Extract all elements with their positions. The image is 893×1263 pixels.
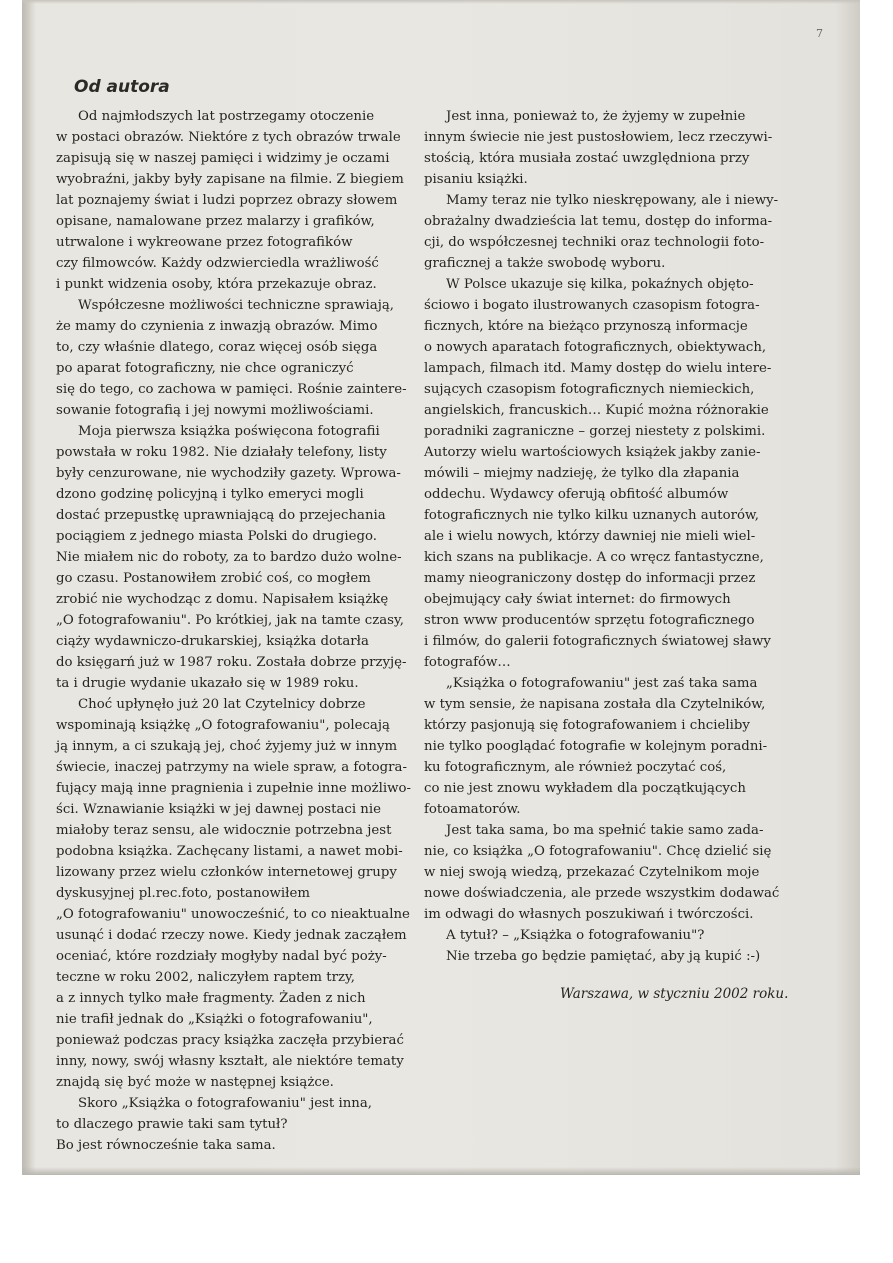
- text-line: sowanie fotografią i jej nowymi możliwościami.: [56, 403, 374, 418]
- text-line: ta i drugie wydanie ukazało się w 1989 roku.: [56, 676, 359, 691]
- text-line: lampach, filmach itd. Mamy dostęp do wielu intere-: [424, 361, 772, 376]
- text-line: kich szans na publikacje. A co wręcz fantastyczne,: [424, 550, 764, 565]
- text-line: cji, do współczesnej techniki oraz technologii foto-: [424, 235, 765, 250]
- text-line: poradniki zagraniczne – gorzej niestety z polskimi.: [424, 424, 766, 439]
- text-line: mamy nieograniczony dostęp do informacji przez: [424, 571, 756, 586]
- text-line: w niej swoją wiedzą, przekazać Czytelnikom moje: [424, 865, 760, 880]
- text-line: go czasu. Postanowiłem zrobić coś, co mogłem: [56, 571, 371, 586]
- text-line: opisane, namalowane przez malarzy i grafików,: [56, 214, 375, 229]
- text-line: „O fotografowaniu". Po krótkiej, jak na tamte czasy,: [56, 613, 404, 628]
- text-line: wyobraźni, jakby były zapisane na filmie. Z biegiem: [56, 172, 404, 187]
- text-line: ale i wielu nowych, którzy dawniej nie mieli wiel-: [424, 529, 756, 544]
- text-line: ponieważ podczas pracy książka zaczęła przybierać: [56, 1033, 404, 1048]
- text-line: dostać przepustkę uprawniającą do przejechania: [56, 508, 386, 523]
- text-line: obejmujący cały świat internet: do firmowych: [424, 592, 731, 607]
- text-line: Choć upłynęło już 20 lat Czytelnicy dobrze: [78, 697, 366, 712]
- text-line: „O fotografowaniu" unowocześnić, to co nieaktualne: [56, 907, 410, 922]
- page-shadow-bottom: [22, 1167, 860, 1175]
- text-line: graficznej a także swobodę wyboru.: [424, 256, 666, 271]
- text-line: którzy pasjonują się fotografowaniem i chcieliby: [424, 718, 750, 733]
- text-line: ją innym, a ci szukają jej, choć żyjemy już w innym: [56, 739, 398, 754]
- page-title: Od autora: [74, 77, 170, 97]
- text-line: nie trafił jednak do „Książki o fotografowaniu",: [56, 1012, 373, 1027]
- text-line: nowe doświadczenia, ale przede wszystkim dodawać: [424, 886, 780, 901]
- text-line: Moja pierwsza książka poświęcona fotografii: [78, 424, 380, 439]
- page-shadow-left: [22, 0, 36, 1175]
- text-line: że mamy do czynienia z inwazją obrazów. Mimo: [56, 319, 378, 334]
- text-line: Autorzy wielu wartościowych książek jakby zanie-: [424, 445, 761, 460]
- signature-place-date: Warszawa, w styczniu 2002 roku.: [560, 986, 789, 1002]
- text-line: Skoro „Książka o fotografowaniu" jest inna,: [78, 1096, 372, 1111]
- text-line: powstała w roku 1982. Nie działały telefony, listy: [56, 445, 387, 460]
- text-line: ści. Wznawianie książki w jej dawnej postaci nie: [56, 802, 381, 817]
- text-line: fotografów…: [424, 655, 511, 670]
- page-shadow-top: [22, 0, 860, 4]
- text-line: ficznych, które na bieżąco przynoszą informacje: [424, 319, 748, 334]
- text-line: mówili – miejmy nadzieję, że tylko dla złapania: [424, 466, 740, 481]
- text-line: lat poznajemy świat i ludzi poprzez obrazy słowem: [56, 193, 398, 208]
- text-line: znajdą się być może w następnej książce.: [56, 1075, 334, 1090]
- text-line: dyskusyjnej pl.rec.foto, postanowiłem: [56, 886, 310, 901]
- text-line: co nie jest znowu wykładem dla początkujących: [424, 781, 746, 796]
- text-line: nie tylko pooglądać fotografie w kolejnym poradni-: [424, 739, 768, 754]
- text-line: podobna książka. Zachęcany listami, a nawet mobi-: [56, 844, 403, 859]
- text-line: oddechu. Wydawcy oferują obfitość albumów: [424, 487, 729, 502]
- text-line: Współczesne możliwości techniczne sprawiają,: [78, 298, 394, 313]
- text-line: a z innych tylko małe fragmenty. Żaden z nich: [56, 991, 366, 1006]
- text-line: Mamy teraz nie tylko nieskrępowany, ale i niewy-: [446, 193, 779, 208]
- text-line: Od najmłodszych lat postrzegamy otoczenie: [78, 109, 375, 124]
- text-line: utrwalone i wykreowane przez fotografików: [56, 235, 353, 250]
- text-line: zrobić nie wychodząc z domu. Napisałem książkę: [56, 592, 389, 607]
- text-line: o nowych aparatach fotograficznych, obiektywach,: [424, 340, 767, 355]
- text-line: Jest inna, ponieważ to, że żyjemy w zupełnie: [446, 109, 746, 124]
- text-line: stron www producentów sprzętu fotograficznego: [424, 613, 755, 628]
- text-line: obrażalny dwadzieścia lat temu, dostęp do informa-: [424, 214, 773, 229]
- page-number: 7: [816, 27, 823, 40]
- text-line: dzono godzinę policyjną i tylko emeryci mogli: [56, 487, 364, 502]
- text-line: czy filmowców. Każdy odzwierciedla wrażliwość: [56, 256, 379, 271]
- text-line: i filmów, do galerii fotograficznych światowej sławy: [424, 634, 771, 649]
- text-line: ciąży wydawniczo-drukarskiej, książka dotarła: [56, 634, 369, 649]
- text-line: się do tego, co zachowa w pamięci. Rośnie zaintere-: [56, 382, 407, 397]
- text-line: Nie trzeba go będzie pamiętać, aby ją kupić :-): [446, 949, 761, 964]
- text-line: miałoby teraz sensu, ale widocznie potrzebna jest: [56, 823, 392, 838]
- text-line: Bo jest równocześnie taka sama.: [56, 1138, 276, 1153]
- text-line: to, czy właśnie dlatego, coraz więcej osób sięga: [56, 340, 378, 355]
- text-line: ściowo i bogato ilustrowanych czasopism fotogra-: [424, 298, 760, 313]
- text-line: innym świecie nie jest pustosłowiem, lecz rzeczywi-: [424, 130, 773, 145]
- text-line: w tym sensie, że napisana została dla Czytelników,: [424, 697, 766, 712]
- text-line: fotograficznych nie tylko kilku uznanych autorów,: [424, 508, 760, 523]
- right-text-column: [424, 106, 804, 967]
- text-line: i punkt widzenia osoby, która przekazuje obraz.: [56, 277, 377, 292]
- text-line: lizowany przez wielu członków internetowej grupy: [56, 865, 397, 880]
- text-line: usunąć i dodać rzeczy nowe. Kiedy jednak zacząłem: [56, 928, 407, 943]
- text-line: pociągiem z jednego miasta Polski do drugiego.: [56, 529, 377, 544]
- text-line: wspominają książkę „O fotografowaniu", polecają: [56, 718, 390, 733]
- text-line: ku fotograficznym, ale również poczytać coś,: [424, 760, 727, 775]
- text-line: Jest taka sama, bo ma spełnić takie samo zada-: [446, 823, 764, 838]
- text-line: angielskich, francuskich… Kupić można różnorakie: [424, 403, 769, 418]
- text-line: inny, nowy, swój własny kształt, ale niektóre tematy: [56, 1054, 404, 1069]
- text-line: w postaci obrazów. Niektóre z tych obrazów trwale: [56, 130, 401, 145]
- left-text-column: [56, 106, 411, 1156]
- text-line: sujących czasopism fotograficznych niemieckich,: [424, 382, 755, 397]
- text-line: fujący mają inne pragnienia i zupełnie inne możliwo-: [56, 781, 412, 796]
- text-line: „Książka o fotografowaniu" jest zaś taka sama: [446, 676, 758, 691]
- text-line: do księgarń już w 1987 roku. Została dobrze przyję-: [56, 655, 407, 670]
- text-line: świecie, inaczej patrzymy na wiele spraw, a fotogra-: [56, 760, 407, 775]
- text-line: W Polsce ukazuje się kilka, pokaźnych objęto-: [446, 277, 754, 292]
- text-line: nie, co książka „O fotografowaniu". Chcę dzielić się: [424, 844, 772, 859]
- text-line: zapisują się w naszej pamięci i widzimy je oczami: [56, 151, 390, 166]
- text-line: teczne w roku 2002, naliczyłem raptem trzy,: [56, 970, 355, 985]
- text-line: Nie miałem nic do roboty, za to bardzo dużo wolne-: [56, 550, 402, 565]
- text-line: im odwagi do własnych poszukiwań i twórczości.: [424, 907, 754, 922]
- text-line: fotoamatorów.: [424, 802, 521, 817]
- text-line: po aparat fotograficzny, nie chce ograniczyć: [56, 361, 354, 376]
- text-line: A tytuł? – „Książka o fotografowaniu"?: [446, 928, 705, 943]
- text-line: to dlaczego prawie taki sam tytuł?: [56, 1117, 288, 1132]
- text-line: były cenzurowane, nie wychodziły gazety. Wprowa-: [56, 466, 401, 481]
- text-line: stością, która musiała zostać uwzględniona przy: [424, 151, 750, 166]
- text-line: oceniać, które rozdziały mogłyby nadal być poży-: [56, 949, 387, 964]
- text-line: pisaniu książki.: [424, 172, 528, 187]
